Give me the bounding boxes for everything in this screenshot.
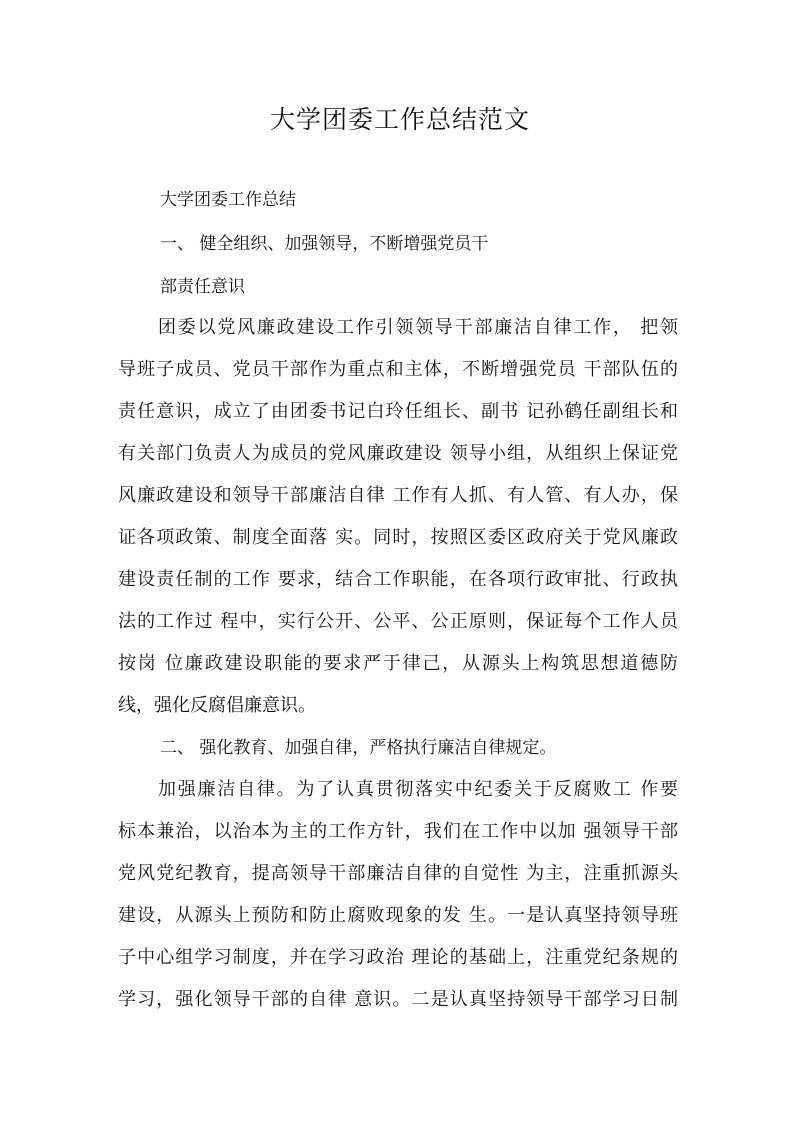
section1-heading-line-1: 一、 健全组织、加强领导，不断增强党员干 [160,234,489,254]
paragraph-line: 风廉政建设和领导干部廉洁自律 工作有人抓、有人管、有人办，保 [118,485,678,506]
paragraph-line: 证各项政策、制度全面落 实。同时，按照区委区政府关于党风廉政 [118,527,678,548]
document-title: 大学团委工作总结范文 [269,105,530,134]
paragraph-line: 子中心组学习制度，并在学习政治 理论的基础上，注重党纪条规的 [118,947,678,968]
paragraph-line: 有关部门负责人为成员的党风廉政建设 领导小组，从组织上保证党 [118,443,678,464]
paragraph-line: 党风党纪教育，提高领导干部廉洁自律的自觉性 为主，注重抓源头 [118,863,678,884]
document-subtitle: 大学团委工作总结 [160,190,296,210]
paragraph-line: 导班子成员、党员干部作为重点和主体，不断增强党员 干部队伍的 [118,359,678,380]
paragraph-line: 责任意识，成立了由团委书记白玲任组长、副书 记孙鹤任副组长和 [118,401,678,422]
section2-heading: 二、 强化教育、加强自律，严格执行廉洁自律规定。 [160,738,557,758]
paragraph-line: 按岗 位廉政建设职能的要求严于律己，从源头上构筑思想道德防 [118,653,678,674]
paragraph-line: 加强廉洁自律。为了认真贯彻落实中纪委关于反腐败工 作要 [158,779,678,800]
paragraph-line: 标本兼治，以治本为主的工作方针，我们在工作中以加 强领导干部 [118,821,678,842]
section1-heading-line-2: 部责任意识 [160,277,245,297]
paragraph-line: 团委以党风廉政建设工作引领领导干部廉洁自律工作， 把领 [158,317,678,338]
paragraph-line: 线，强化反腐倡廉意识。 [118,695,316,716]
paragraph-line: 建设，从源头上预防和防止腐败现象的发 生。一是认真坚持领导班 [118,905,678,926]
paragraph-line: 学习，强化领导干部的自律 意识。二是认真坚持领导干部学习日制 [118,989,678,1010]
paragraph-line: 法的工作过 程中，实行公开、公平、公正原则，保证每个工作人员 [118,611,678,632]
paragraph-line: 建设责任制的工作 要求，结合工作职能，在各项行政审批、行政执 [118,569,678,590]
